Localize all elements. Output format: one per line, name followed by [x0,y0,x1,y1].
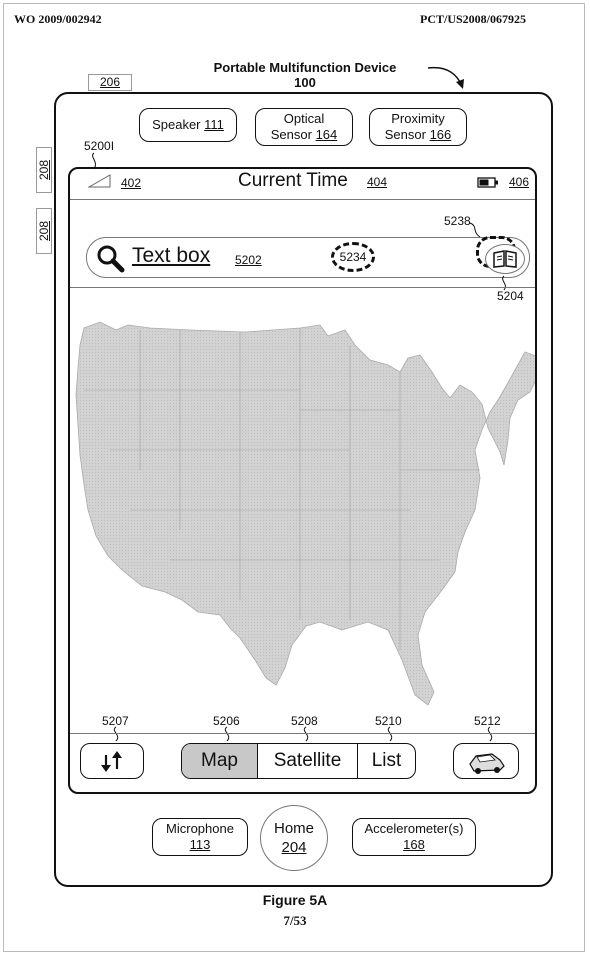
ref-5208: 5208 [291,714,318,728]
optical-sensor-label: Optical [283,111,325,126]
clear-field-indicator[interactable] [331,242,375,272]
ref-5206: 5206 [213,714,240,728]
proximity-sensor-component [369,108,467,146]
proximity-sensor-number: 166 [429,127,452,142]
device-title-text: Portable Multifunction Device [213,60,397,75]
signal-ref: 402 [121,176,142,190]
speaker-label: Speaker [152,117,201,132]
application-number: PCT/US2008/067925 [420,12,527,26]
accelerometer-component [352,818,476,856]
ref-5200: 5200I [84,139,115,153]
device-title [190,60,420,90]
accelerometer-number: 168 [403,837,425,852]
search-bar-divider [70,287,535,288]
search-input-ref: 5202 [235,253,262,267]
document-number: WO 2009/002942 [14,12,102,26]
view-mode-segmented-control[interactable] [181,743,416,779]
directions-button[interactable] [80,743,144,779]
battery-ref: 406 [509,175,530,189]
home-button-label: Home [273,820,314,837]
side-button-208-bottom-label: 208 [37,220,51,242]
callout-arrow-icon [420,62,470,94]
us-map-icon [76,322,535,705]
proximity-sensor-label2: Sensor [384,127,426,142]
search-input[interactable]: Text box [132,244,211,267]
map-view[interactable] [70,300,535,720]
figure-caption: Figure 5A [262,892,328,908]
signal-strength-icon [88,174,112,188]
traffic-button[interactable] [453,743,519,779]
satellite-segment[interactable]: Satellite [258,744,358,778]
search-icon[interactable] [95,243,125,273]
ref-206 [88,74,132,91]
status-bar-divider [70,199,535,200]
proximity-sensor-label: Proximity [391,111,445,126]
bookmarks-book-icon [492,249,518,269]
map-segment[interactable]: Map [182,744,258,778]
up-down-arrows-icon [81,744,143,778]
ref-5207: 5207 [102,714,129,728]
speaker-number: 111 [204,117,224,132]
bookmark-ref-top-squiggle-icon [468,222,482,238]
speaker-component [139,108,237,142]
microphone-label: Microphone [166,821,234,836]
optical-sensor-component [255,108,353,146]
car-icon [454,744,518,778]
battery-icon [477,177,499,188]
ref-5210: 5210 [375,714,402,728]
optical-sensor-number: 164 [315,127,338,142]
side-button-208-top-label: 208 [37,159,51,181]
clear-field-ref: 5234 [339,250,367,264]
side-button-208-bottom[interactable] [36,208,52,254]
microphone-component [152,818,248,856]
list-segment[interactable]: List [371,750,402,771]
ref-5212: 5212 [474,714,501,728]
microphone-number: 113 [189,837,211,852]
accelerometer-label: Accelerometer(s) [364,821,464,836]
optical-sensor-label2: Sensor [270,127,312,142]
current-time: Current Time [238,170,348,191]
home-button[interactable] [260,805,328,871]
ref-206-label: 206 [99,75,121,89]
bookmark-ref-bottom: 5204 [497,289,524,303]
toolbar-divider [70,733,535,734]
ref-squiggles-icon [80,726,520,742]
page-number: 7/53 [283,913,307,928]
home-button-number: 204 [281,839,307,856]
side-button-208-top[interactable] [36,147,52,193]
time-ref: 404 [367,175,388,189]
device-title-number: 100 [294,75,316,90]
bookmark-ref-top: 5238 [444,214,471,228]
